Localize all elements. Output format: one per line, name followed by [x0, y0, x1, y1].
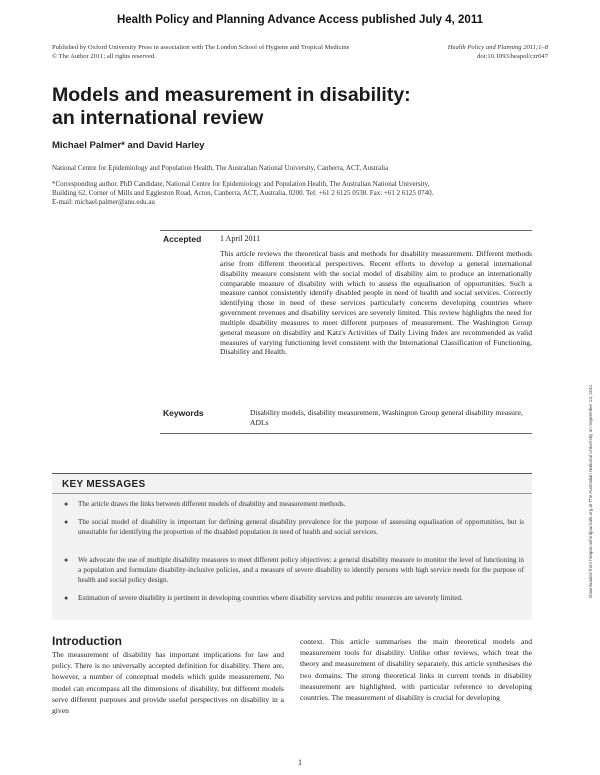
abstract-top-rule: [160, 230, 532, 231]
corresponding-line: *Corresponding author. PhD Candidate, National Centre for Epidemiology and Population Health, The Australian National University,: [52, 180, 430, 188]
bullet-icon: ●: [64, 594, 69, 602]
page-number: 1: [298, 758, 302, 767]
introduction-heading: Introduction: [52, 634, 122, 648]
abstract-text: This article reviews the theoretical basis and methods for disability measurement. Different methods arise from different theoretical perspectives. Recent efforts to develop a general international disability measure consistent with the social model of disability aim to produce an internationally comparable measure of disability with which to assess the equalisation of opportunities. Such a measure cannot consistently identify disabled people in need of health and social services. Correctly identifying those in need of these services particularly concerns developing countries where government revenues and disability services are severely limited. This review highlights the need for multiple disability measures to meet different purposes of measurement. The Washington Group general measure on disability and Katz's Activities of Daily Living Index are recommended as valid measures of varying functioning level consistent with the International Classification of Functioning, Disability and Health.: [220, 249, 532, 357]
corresponding-line: Building 62, Corner of Mills and Eggleston Road, Acton, Canberra, ACT, Australia, 0200. Tel: +61 2 6125 0538. Fax: +61 2 6125 0740.: [52, 189, 434, 197]
journal-banner: Health Policy and Planning Advance Access published July 4, 2011: [116, 14, 483, 26]
key-messages-rule: [52, 493, 532, 494]
download-note-text: Downloaded from heapol.oxfordjournals.org at The Australian National University on September 14, 2011: [588, 384, 593, 598]
download-watermark: [588, 268, 596, 598]
title-line-2: an international review: [52, 107, 264, 129]
bullet-icon: ●: [64, 556, 69, 564]
doi: doi:10.1093/heapol/czr047: [477, 53, 548, 60]
body-column-right: context. This article summarises the main theoretical models and measurement tools for disability. Unlike other reviews, which treat the theory and measurement of disability separately, this article synthesises the two domains. The strong theoretical links in current trends in disability measurement are highlighted, with particular reference to developing countries. The measurement of disability is crucial for developing: [300, 637, 532, 703]
bullet-icon: ●: [64, 500, 69, 508]
publisher-info: [52, 43, 349, 61]
copyright-line: © The Author 2011; all rights reserved.: [52, 53, 156, 60]
body-column-left: The measurement of disability has important implications for law and policy. There is no universally accepted definition for disability. There are, however, a number of conceptual models which guide measurement. No model can encompass all the dimensions of disability, but different models serve different purposes and provide useful perspectives on disability in a given: [52, 650, 284, 716]
journal-citation: Health Policy and Planning 2011;1–8: [447, 44, 548, 51]
accepted-date: 1 April 2011: [220, 234, 261, 243]
keywords-label: Keywords: [163, 408, 204, 418]
key-message-item: The social model of disability is important for defining general disability prevalence for the purpose of assessing equalisation of opportunities, but is unsuitable for identifying the proportion of the disabled population in need of health and social services.: [78, 518, 524, 536]
publisher-line: Published by Oxford University Press in association with The London School of Hygiene and Tropical Medicine: [52, 44, 350, 51]
corresponding-author: [52, 180, 552, 207]
authors: Michael Palmer* and David Harley: [52, 140, 205, 151]
corresponding-email: E-mail: michael.palmer@anu.edu.au: [52, 198, 155, 206]
title-line-1: Models and measurement in disability:: [52, 84, 411, 106]
key-message-item: Estimation of severe disability is pertinent in developing countries where disability services and public resources are severely limited.: [78, 594, 463, 602]
affiliation: National Centre for Epidemiology and Population Health, The Australian National University, Canberra, ACT, Australia: [52, 164, 389, 172]
key-messages-title: KEY MESSAGES: [62, 479, 146, 490]
keywords-text: Disability models, disability measurement, Washington Group general disability measure, ADLs: [250, 408, 523, 427]
journal-reference: [448, 43, 548, 61]
article-title: [52, 84, 532, 130]
bullet-icon: ●: [64, 518, 69, 526]
key-message-item: The article draws the links between different models of disability and measurement methods.: [78, 500, 346, 508]
accepted-label: Accepted: [163, 234, 202, 244]
abstract-bottom-rule: [160, 433, 532, 434]
key-message-item: We advocate the use of multiple disability measures to meet different policy objectives: a general disability measure to monitor the level of functioning in a population and formulate disability-inclusive policies, and a measure of severe disability to identify persons with high service needs for the purpose of health and social policy design.: [78, 556, 524, 584]
